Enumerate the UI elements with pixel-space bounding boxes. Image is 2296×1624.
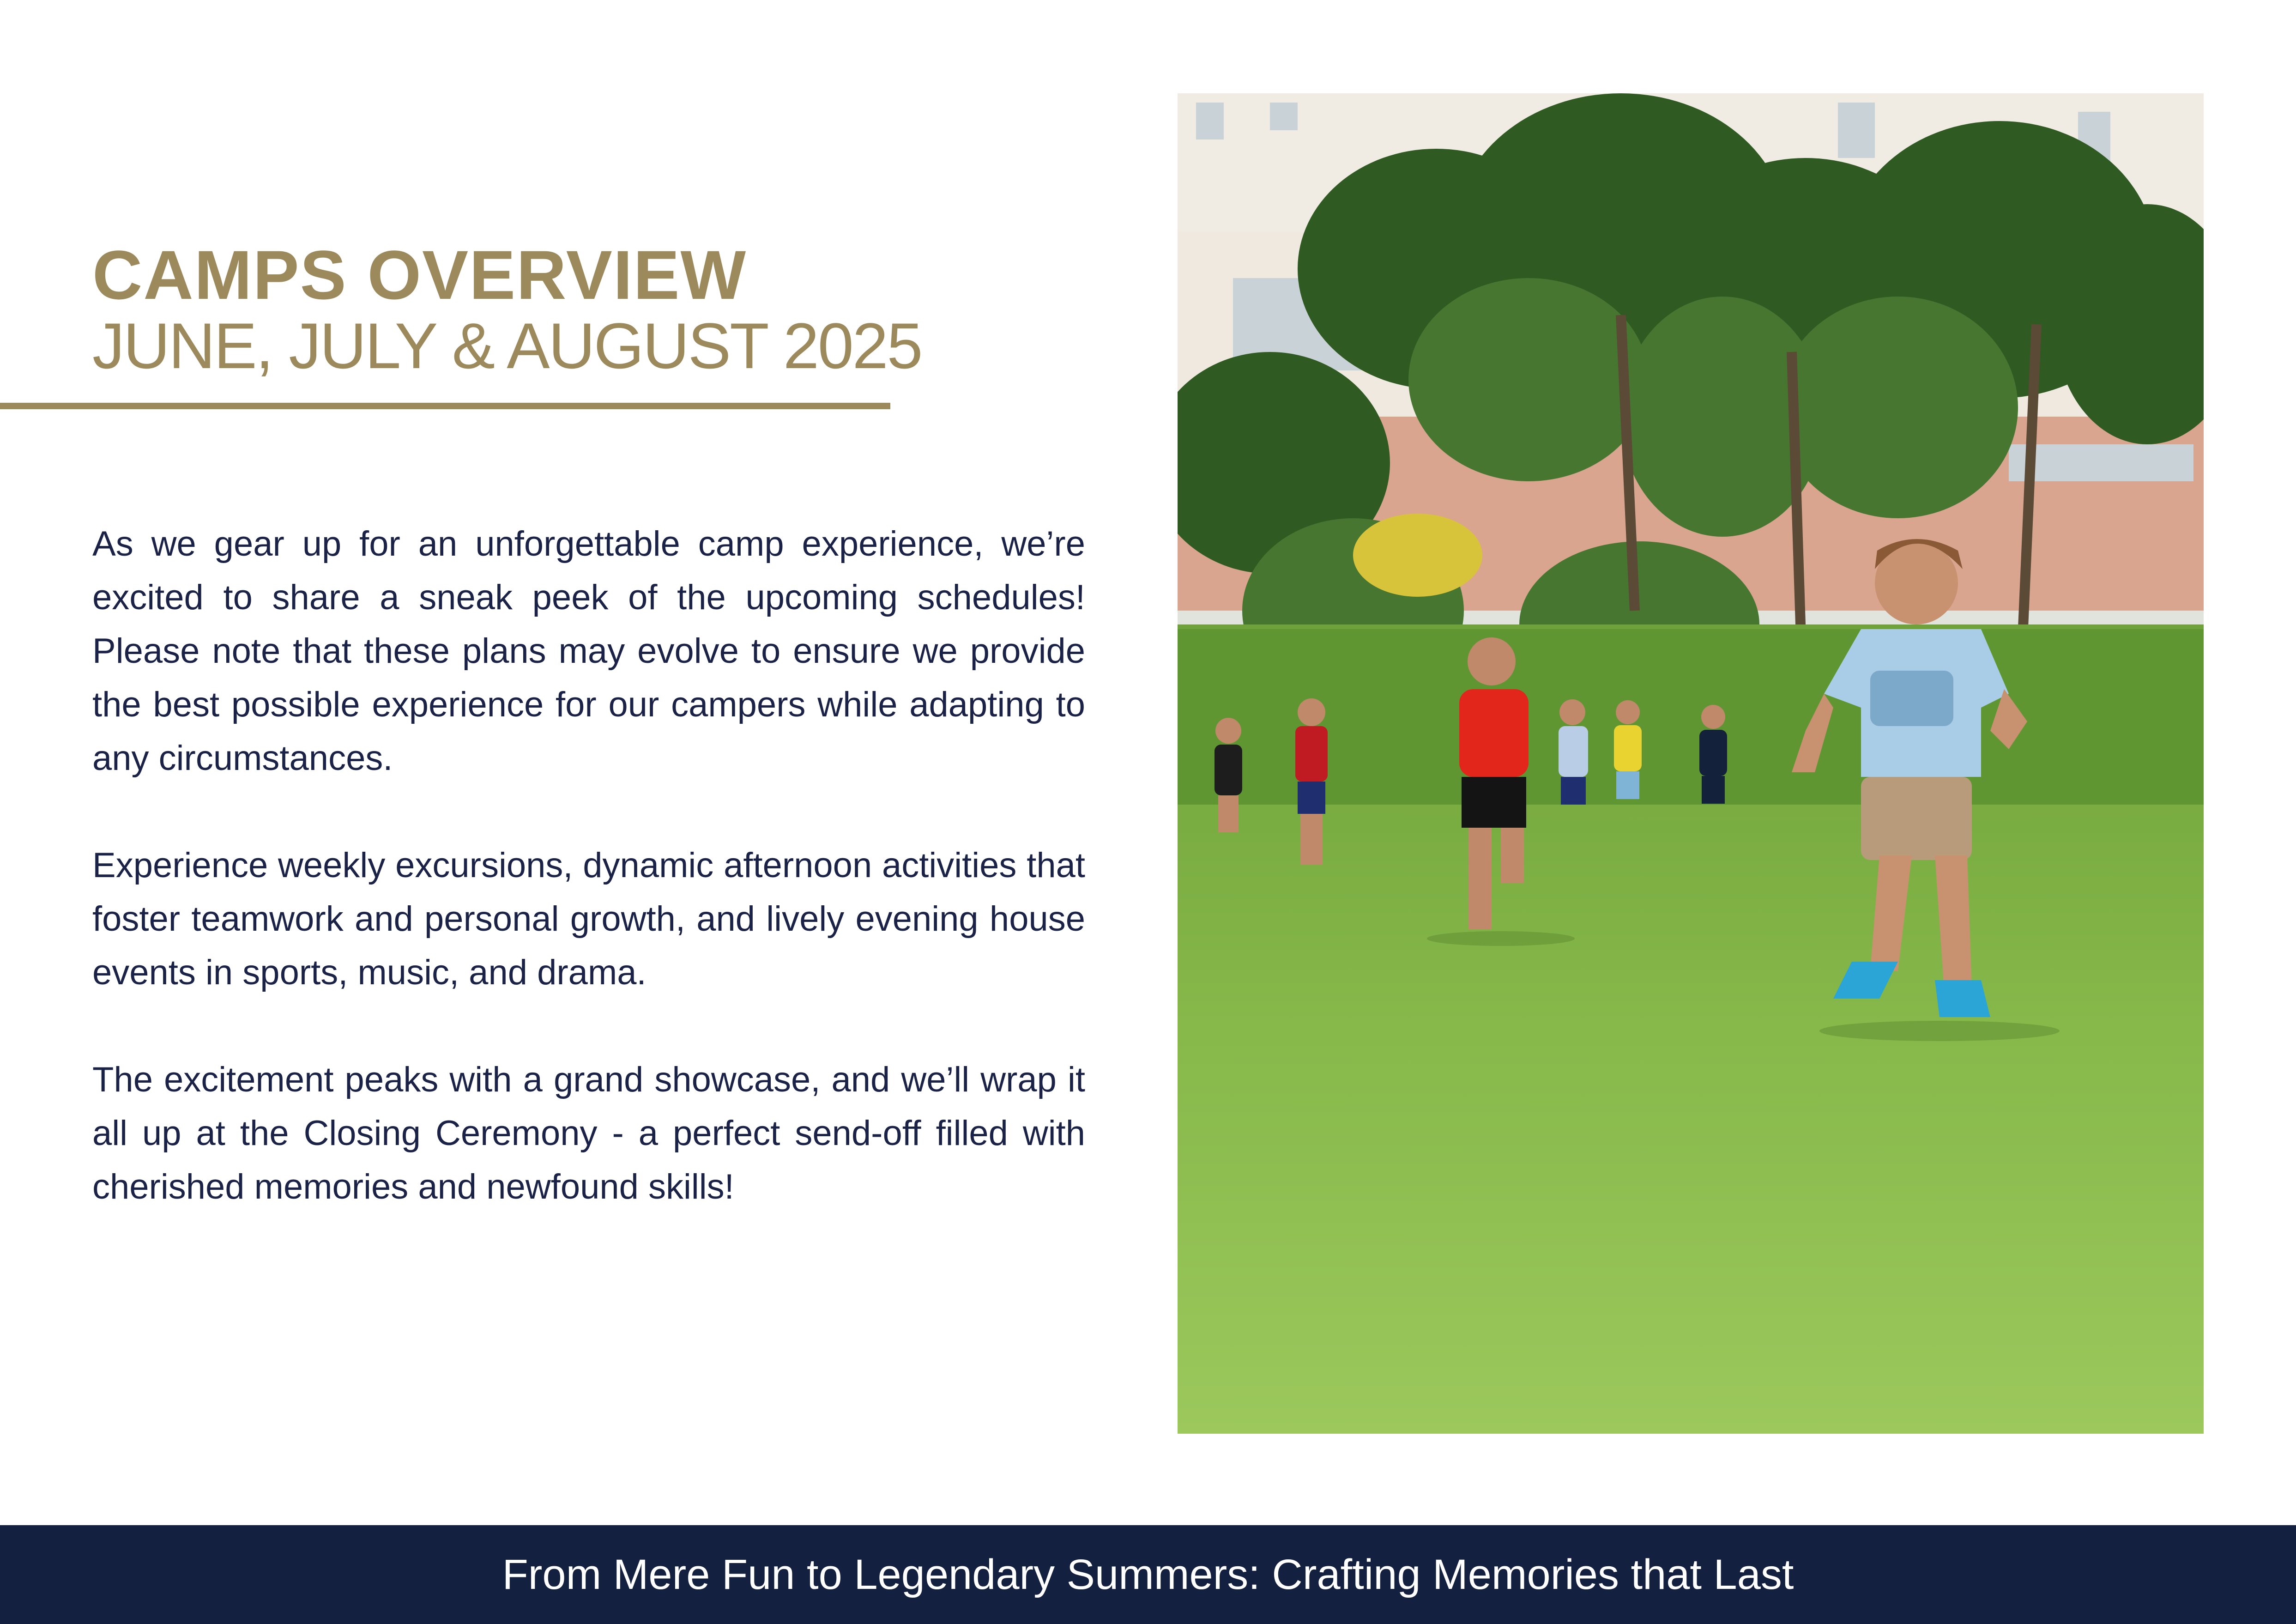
page-title: CAMPS OVERVIEW	[92, 236, 747, 314]
photo-illustration	[1178, 93, 2204, 1434]
footer-banner	[0, 1525, 2296, 1624]
page-subtitle: JUNE, JULY & AUGUST 2025	[92, 309, 922, 382]
paragraph-3: The excitement peaks with a grand showcase, and we’ll wrap it all up at the Closing Ceremony - a perfect send-off filled with cherished memories and newfound skills!	[92, 1060, 1085, 1206]
title-block	[92, 236, 924, 382]
footer-tagline: From Mere Fun to Legendary Summers: Crafting Memories that Last	[502, 1551, 1794, 1598]
paragraph-1: As we gear up for an unforgettable camp experience, we’re excited to share a sneak peek of the upcoming schedules! Please note that these plans may evolve to ensure we provide the best possible experience for our campers while adapting to any circumstances.	[92, 524, 1085, 778]
intro-text	[92, 517, 1085, 1214]
title-divider	[0, 403, 890, 409]
paragraph-2: Experience weekly excursions, dynamic afternoon activities that foster teamwork and personal growth, and lively evening house events in sports, music, and drama.	[92, 846, 1085, 992]
children-running-photo	[1178, 93, 2204, 1434]
